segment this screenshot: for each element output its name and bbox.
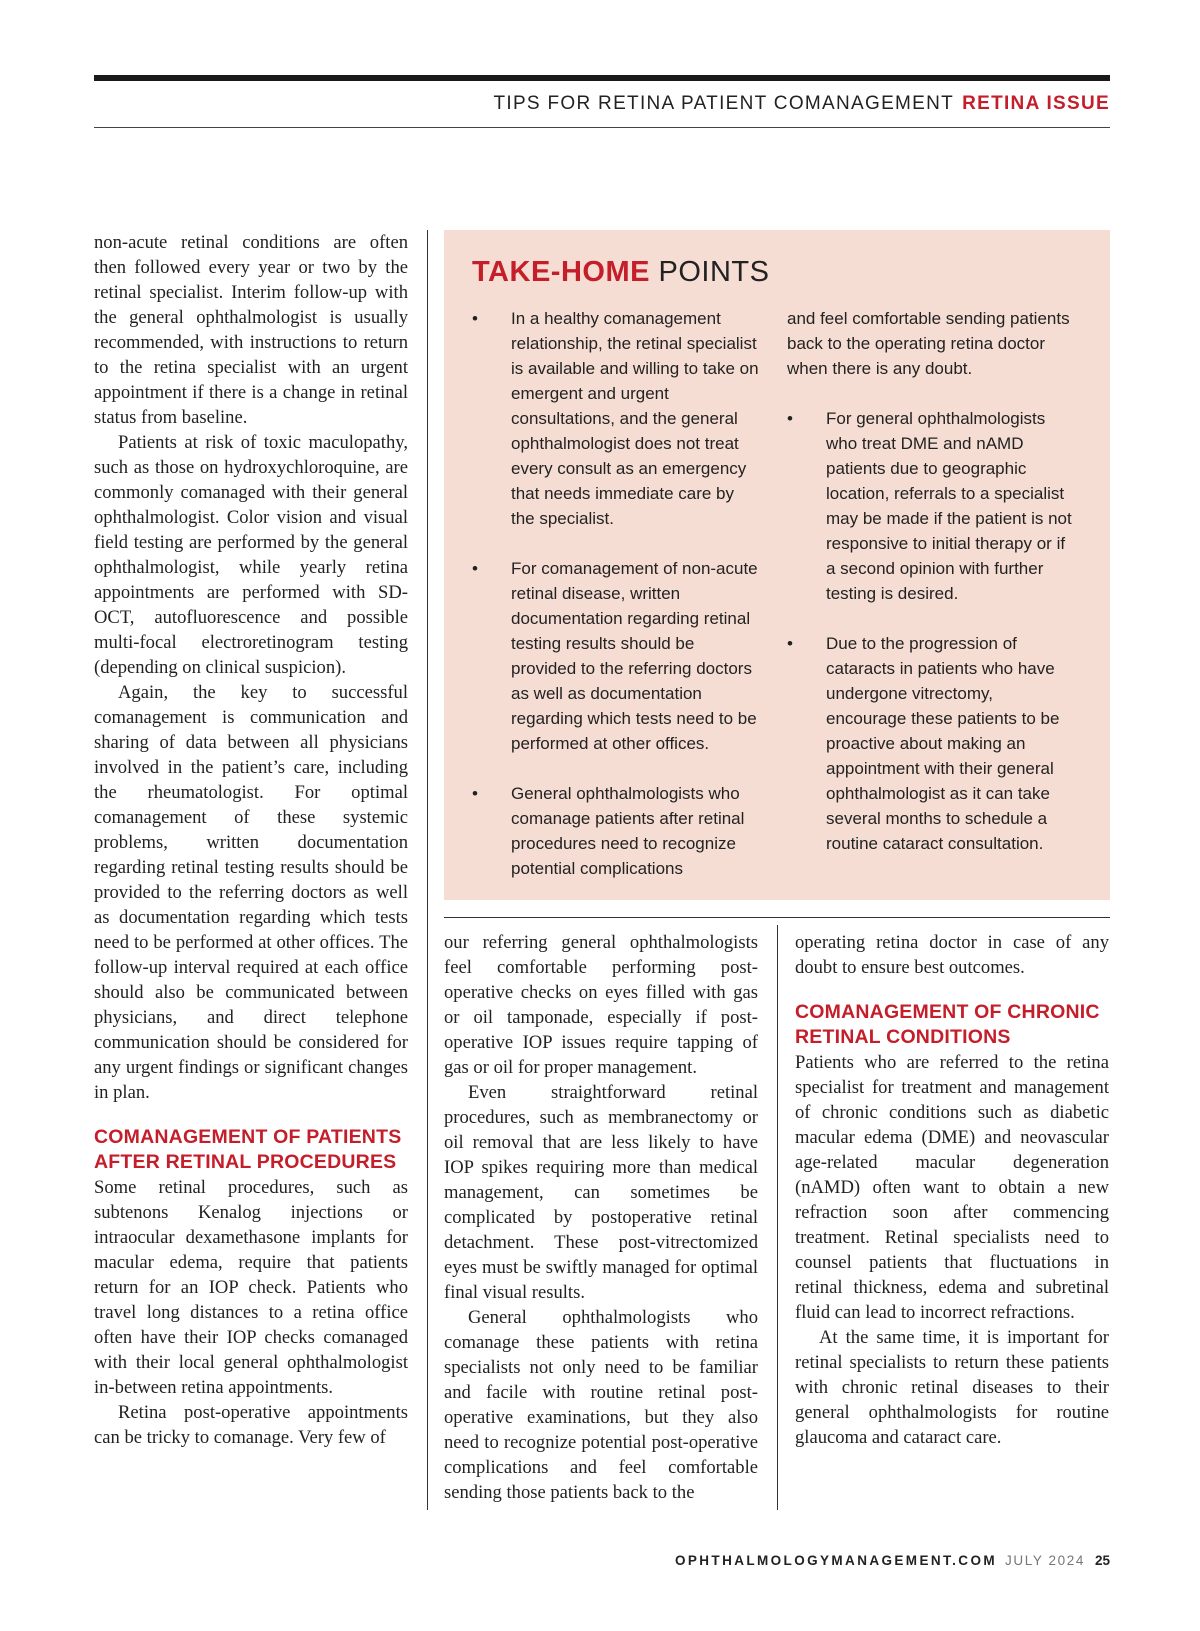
- bullet-item: [472, 306, 762, 531]
- bullet-item: [472, 556, 762, 756]
- top-rule: [94, 75, 1110, 81]
- paragraph: Some retinal procedures, such as subtenons Kenalog injections or intraocular dexamethasone implants for macular edema, require that patients return for an IOP check. Patients who travel long distances to a retina office often have their IOP checks comanaged with their local general ophthalmologist in-between retina appointments.: [94, 1177, 408, 1398]
- paragraph: Patients at risk of toxic maculopathy, such as those on hydroxychloroquine, are commonly comanaged with their general ophthalmologist. Color vision and visual field testing are performed by the general ophthalmologist, while yearly retina appointments are performed with SD-OCT, autofluorescence and possible multi-focal electroretinogram testing (depending on clinical suspicion).: [94, 432, 408, 678]
- paragraph: non-acute retinal conditions are often then followed every year or two by the retinal specialist. Interim follow-up with the general ophthalmologist is usually recommended, with instructions to return to the retina specialist with an urgent appointment if there is a change in retinal status from baseline.: [94, 232, 408, 428]
- bullet-text: In a healthy comanagement relationship, the retinal specialist is available and willing to take on emergent and urgent consultations, and the general ophthalmologist does not treat every consult as an emergency that needs immediate care by the specialist.: [511, 309, 759, 528]
- column-divider: [427, 230, 428, 1510]
- bullet-item: [472, 781, 762, 881]
- bullet-text: Due to the progression of cataracts in patients who have undergone vitrectomy, encourage these patients to be proactive about making an appointment with their general ophthalmologist as it can take several months to schedule a routine cataract consultation.: [826, 634, 1060, 853]
- footer-site: OPHTHALMOLOGYMANAGEMENT.COM: [674, 1553, 998, 1568]
- bullet-text: For general ophthalmologists who treat DME and nAMD patients due to geographic location, referrals to a specialist may be made if the patient is not responsive to initial therapy or if a second opinion with further testing is desired.: [826, 409, 1072, 603]
- paragraph: Again, the key to successful comanagement is communication and sharing of data between all physicians involved in the patient’s care, including the rheumatologist. For optimal comanagement of these systemic problems, written documentation regarding retinal testing results should be provided to the referring doctors as well as documentation regarding which tests need to be performed at other offices. The follow-up interval required at each office should also be communicated between physicians, and direct telephone communication should be considered for any urgent findings or significant changes in plan.: [94, 682, 408, 1103]
- bullet-icon: •: [472, 784, 478, 803]
- bullet-icon: •: [787, 409, 793, 428]
- header-rule: [94, 127, 1110, 128]
- paragraph: Patients who are referred to the retina specialist for treatment and management of chronic conditions such as diabetic macular edema (DME) and neovascular age-related macular degeneration (nAMD) often want to obtain a new refraction soon after commencing treatment. Retinal specialists need to counsel patients that fluctuations in retinal thickness, edema and subretinal fluid can lead to incorrect refractions.: [795, 1052, 1109, 1323]
- bullet-item: [787, 631, 1077, 856]
- box-column-left: [472, 306, 762, 906]
- section-heading: COMANAGEMENT OF CHRONIC RETINAL CONDITIONS: [795, 1001, 1100, 1048]
- paragraph: Even straightforward retinal procedures, such as membranectomy or oil removal that are less likely to have IOP spikes requiring more than medical management, can sometimes be complicated by postoperative retinal detachment. These post-vitrectomized eyes must be swiftly managed for optimal final visual results.: [444, 1082, 758, 1303]
- paragraph: operating retina doctor in case of any doubt to ensure best outcomes.: [795, 932, 1109, 978]
- bullet-text: General ophthalmologists who comanage patients after retinal procedures need to recognize potential complications: [511, 784, 745, 878]
- section-heading: COMANAGEMENT OF PATIENTS AFTER RETINAL PROCEDURES: [94, 1126, 402, 1173]
- paragraph: General ophthalmologists who comanage these patients with retina specialists not only need to be familiar and facile with routine retinal post-operative examinations, but they also need to recognize potential post-operative complications and feel comfortable sending those patients back to the: [444, 1307, 758, 1503]
- bullet-icon: •: [472, 559, 478, 578]
- paragraph: At the same time, it is important for retinal specialists to return these patients with chronic retinal diseases to their general ophthalmologists for routine glaucoma and cataract care.: [795, 1327, 1109, 1448]
- box-bottom-rule: [444, 917, 1110, 918]
- column-left: [94, 230, 408, 1450]
- paragraph: our referring general ophthalmologists feel comfortable performing post-operative checks on eyes filled with gas or oil tamponade, especially if post-operative IOP issues require tapping of gas or oil for proper management.: [444, 932, 758, 1078]
- bullet-text: For comanagement of non-acute retinal disease, written documentation regarding retinal testing results should be provided to the referring doctors as well as documentation regarding which tests need to be performed at other offices.: [511, 559, 758, 753]
- footer-date: JULY 2024: [1005, 1553, 1085, 1568]
- box-title: [472, 256, 769, 289]
- column-divider: [777, 925, 778, 1510]
- running-header: [94, 93, 1110, 115]
- bullet-item: [787, 406, 1077, 606]
- column-middle: [444, 930, 758, 1505]
- take-home-points-box: [444, 230, 1110, 900]
- page-number: 25: [1094, 1553, 1110, 1568]
- box-title-bold: TAKE-HOME: [472, 256, 650, 288]
- bullet-icon: •: [787, 634, 793, 653]
- box-title-rest: POINTS: [658, 256, 770, 288]
- column-right: [795, 930, 1109, 1450]
- paragraph: Retina post-operative appointments can be tricky to comanage. Very few of: [94, 1402, 408, 1448]
- bullet-icon: •: [472, 309, 478, 328]
- running-header-title: TIPS FOR RETINA PATIENT COMANAGEMENT: [493, 93, 955, 114]
- running-header-section: RETINA ISSUE: [962, 93, 1110, 114]
- box-column-right: [787, 306, 1077, 881]
- bullet-text-continued: and feel comfortable sending patients back to the operating retina doctor when there is any doubt.: [787, 309, 1070, 378]
- page-footer: [94, 1553, 1110, 1568]
